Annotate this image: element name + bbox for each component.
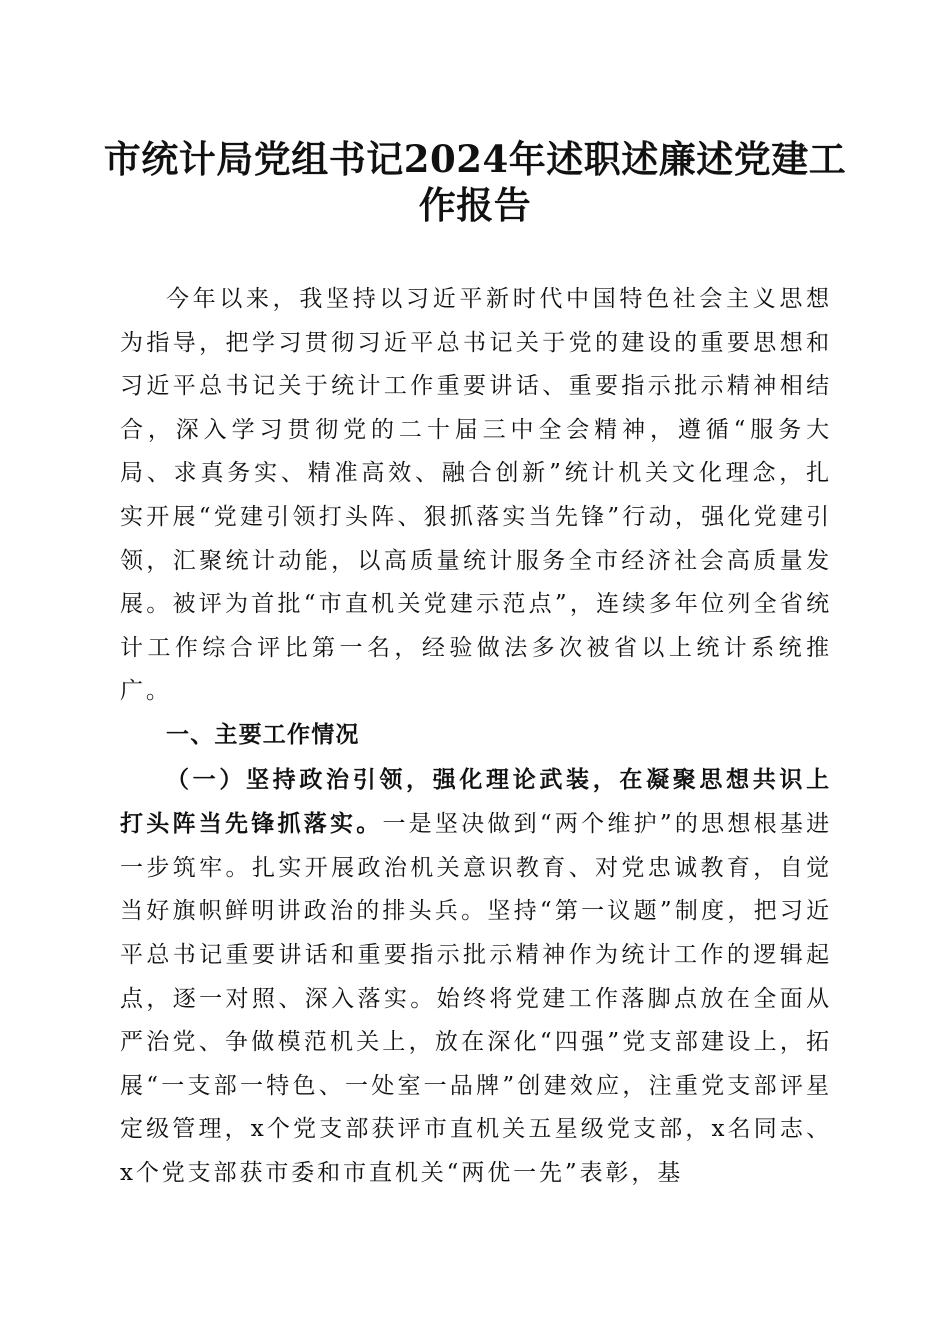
title-line-2: 作报告 <box>418 183 532 227</box>
subsection-1-paragraph <box>120 758 832 1196</box>
subsection-1-text: 一是坚决做到“两个维护”的思想根基进一步筑牢。扎实开展政治机关意识教育、对党忠诚教育，自觉当好旗帜鲜明讲政治的排头兵。坚持“第一议题”制度，把习近平总书记重要讲话和重要指示批示精神作为统计工作的逻辑起点，逐一对照、深入落实。始终将党建工作落脚点放在全面从严治党、争做模范机关上，放在深化“四强”党支部建设上，拓展“一支部一特色、一处室一品牌”创建效应，注重党支部评星定级管理，x个党支部获评市直机关五星级党支部，x名同志、x个党支部获市委和市直机关“两优一先”表彰，基 <box>120 811 832 1186</box>
section-heading: 一、主要工作情况 <box>166 721 360 748</box>
document-title <box>100 136 850 228</box>
title-line-1: 市统计局党组书记2024年述职述廉述党建工 <box>103 137 847 181</box>
subsection-1-lead: （一）坚持政治引领，强化理论武装，在凝聚思想共识上打头阵当先锋抓落实。 <box>120 765 832 838</box>
document-body <box>120 278 832 1195</box>
intro-paragraph: 今年以来，我坚持以习近平新时代中国特色社会主义思想为指导，把学习贯彻习近平总书记关于党的建设的重要思想和习近平总书记关于统计工作重要讲话、重要指示批示精神相结合，深入学习贯彻党的二十届三中全会精神，遵循“服务大局、求真务实、精准高效、融合创新”统计机关文化理念，扎实开展“党建引领打头阵、狠抓落实当先锋”行动，强化党建引领，汇聚统计动能，以高质量统计服务全市经济社会高质量发展。被评为首批“市直机关党建示范点”，连续多年位列全省统计工作综合评比第一名，经验做法多次被省以上统计系统推广。 <box>120 286 832 705</box>
